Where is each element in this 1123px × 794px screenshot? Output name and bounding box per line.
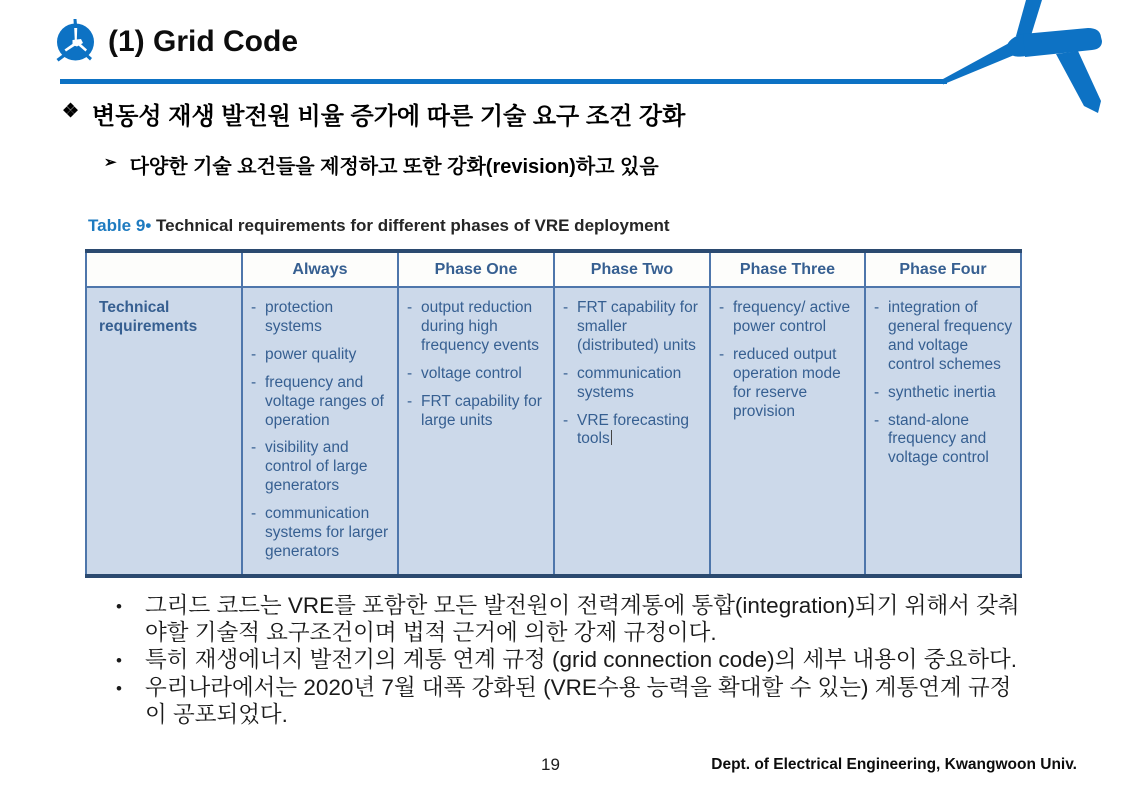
dash-bullet-icon: - (251, 345, 257, 363)
table-body-row (86, 287, 1021, 576)
requirement-text: frequency and voltage ranges of operation (265, 373, 384, 429)
sub-bullet-text: 다양한 기술 요건들을 제정하고 또한 강화(revision)하고 있음 (129, 156, 659, 178)
requirement-item (251, 374, 393, 431)
note-text: 우리나라에서는 2020년 7월 대폭 강화된 (VRE수용 능력을 확대할 수 있는) 계통연계 규정이 공포되었다. (145, 675, 1012, 727)
affiliation-text: Dept. of Electrical Engineering, Kwangwoon Univ. (711, 756, 1077, 773)
requirement-item (874, 299, 1016, 375)
column-header-always: Always (242, 251, 398, 287)
table-caption-label: Table 9• (88, 216, 152, 235)
dash-bullet-icon: - (407, 364, 413, 382)
table-header-row (86, 251, 1021, 287)
dash-bullet-icon: - (251, 373, 257, 391)
requirement-text: communication systems (577, 364, 682, 401)
vre-requirements-table (85, 249, 1022, 578)
main-bullet-text: 변동성 재생 발전원 비율 증가에 따른 기술 요구 조건 강화 (92, 103, 686, 130)
requirement-item (251, 346, 393, 365)
dash-bullet-icon: - (251, 439, 257, 457)
notes-list (116, 592, 1033, 728)
requirement-text: FRT capability for large units (421, 392, 542, 429)
dash-bullet-icon: - (719, 345, 725, 363)
title-underline (60, 79, 947, 84)
table-caption-text: Technical requirements for different phases of VRE deployment (156, 216, 670, 235)
column-header-phase-four: Phase Four (865, 251, 1021, 287)
cell-phase-two (554, 287, 710, 576)
dash-bullet-icon: - (407, 392, 413, 410)
row-header-technical-requirements: Technical requirements (86, 287, 242, 576)
requirement-text: communication systems for larger generators (265, 505, 389, 560)
requirement-text: integration of general frequency and voltage control schemes (888, 299, 1013, 373)
requirement-text: reduced output operation mode for reserve provision (733, 345, 841, 420)
wind-turbine-logo-icon (54, 18, 98, 66)
requirement-text: synthetic inertia (888, 383, 996, 401)
dash-bullet-icon: - (874, 299, 880, 316)
column-header-phase-one: Phase One (398, 251, 554, 287)
requirement-item (719, 346, 860, 422)
dash-bullet-icon: - (874, 411, 880, 429)
text-cursor (611, 430, 613, 445)
main-bullet (62, 96, 685, 131)
requirement-text: FRT capability for smaller (distributed) units (577, 299, 698, 354)
requirement-text: protection systems (265, 299, 334, 335)
dot-bullet-icon: • (116, 651, 122, 670)
dot-bullet-icon: • (116, 597, 122, 616)
column-header-phase-two: Phase Two (554, 251, 710, 287)
requirement-item (563, 365, 705, 403)
requirement-item (407, 365, 549, 384)
dot-bullet-icon: • (116, 679, 122, 698)
diamond-bullet-icon: ❖ (62, 101, 80, 122)
dash-bullet-icon: - (407, 299, 413, 316)
requirement-text: visibility and control of large generators (265, 439, 368, 495)
requirement-item (251, 439, 393, 496)
requirement-item (407, 299, 549, 356)
dash-bullet-icon: - (251, 505, 257, 523)
dash-bullet-icon: - (719, 299, 725, 316)
cell-phase-four (865, 287, 1021, 576)
cell-always (242, 287, 398, 576)
requirement-item (719, 299, 860, 337)
dash-bullet-icon: - (251, 299, 257, 316)
note-item (116, 592, 1033, 646)
requirement-item (251, 505, 393, 562)
requirement-item (874, 412, 1016, 469)
requirement-text: voltage control (421, 364, 522, 382)
arrow-bullet-icon: ➢ (104, 154, 117, 171)
requirement-text: VRE forecasting tools (577, 411, 689, 448)
requirement-text: frequency/ active power control (733, 299, 851, 335)
dash-bullet-icon: - (563, 364, 569, 382)
cell-phase-three (710, 287, 865, 576)
page-number: 19 (541, 755, 560, 774)
note-item (116, 674, 1033, 728)
note-item (116, 646, 1033, 674)
requirement-item (563, 412, 705, 450)
column-header-phase-three: Phase Three (710, 251, 865, 287)
wind-turbine-graphic (930, 0, 1123, 135)
requirement-item (251, 299, 393, 337)
page-title: (1) Grid Code (108, 25, 299, 58)
dash-bullet-icon: - (563, 411, 569, 429)
corner-cell (86, 251, 242, 287)
requirement-item (563, 299, 705, 356)
table-caption (88, 216, 670, 236)
note-text: 특히 재생에너지 발전기의 계통 연계 규정 (grid connection code)의 세부 내용이 중요하다. (145, 647, 1017, 672)
requirement-text: output reduction during high frequency events (421, 299, 540, 354)
slide-header (54, 18, 298, 66)
note-text: 그리드 코드는 VRE를 포함한 모든 발전원이 전력계통에 통합(integration)되기 위해서 갖춰야할 기술적 요구조건이며 법적 근거에 의한 강제 규정이다. (145, 593, 1020, 645)
requirement-item (407, 393, 549, 431)
requirement-item (874, 384, 1016, 403)
dash-bullet-icon: - (874, 383, 880, 401)
requirement-text: power quality (265, 345, 357, 363)
requirement-text: stand-alone frequency and voltage control (888, 411, 989, 467)
dash-bullet-icon: - (563, 299, 569, 316)
sub-bullet (104, 150, 659, 179)
cell-phase-one (398, 287, 554, 576)
